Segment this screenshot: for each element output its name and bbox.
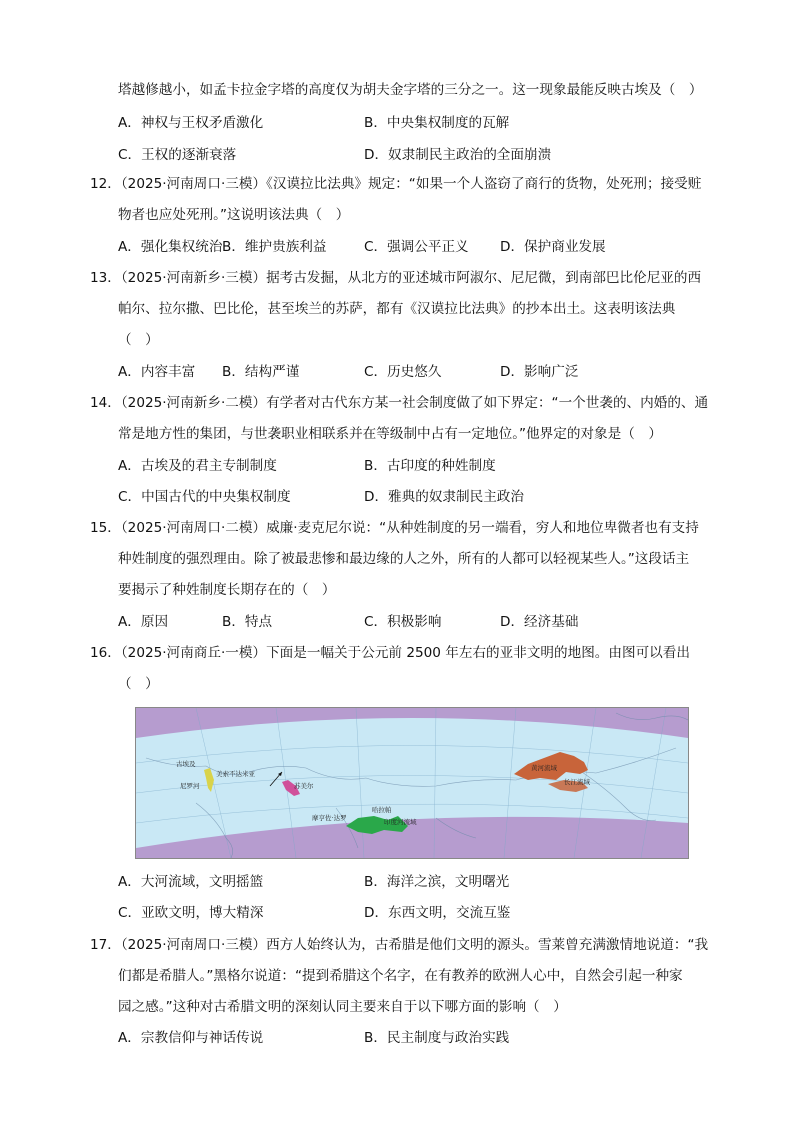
q16-option-a[interactable]: A．大河流域，文明摇篮 — [118, 874, 264, 890]
q15-stem-line3: 要揭示了种姓制度长期存在的（ ） — [118, 582, 336, 598]
q16-option-c[interactable]: C．亚欧文明，博大精深 — [118, 905, 264, 921]
q14-option-d[interactable]: D．雅典的奴隶制民主政治 — [364, 489, 524, 505]
q15-option-a[interactable]: A．原因 — [118, 614, 169, 630]
q11-option-a[interactable]: A．神权与王权矛盾激化 — [118, 115, 264, 131]
q16-option-b[interactable]: B．海洋之滨，文明曙光 — [364, 874, 510, 890]
q14-option-b[interactable]: B．古印度的种姓制度 — [364, 458, 496, 474]
map-label-yellow-river: 黄河流域 — [531, 764, 557, 772]
q15-option-c[interactable]: C．积极影响 — [364, 614, 442, 630]
map-label-egypt-north: 古埃及 — [176, 760, 196, 768]
q13-option-d[interactable]: D．影响广泛 — [500, 364, 579, 380]
map-label-indus: 印度河流域 — [384, 818, 417, 826]
q14-stem-line1: 14．（2025·河南新乡·二模）有学者对古代东方某一社会制度做了如下界定：“一个世袭的、内婚的、通 — [90, 395, 709, 411]
map-label-sumer: 苏美尔 — [294, 782, 314, 790]
q13-option-c[interactable]: C．历史悠久 — [364, 364, 442, 380]
q16-option-d[interactable]: D．东西文明，交流互鉴 — [364, 905, 511, 921]
q15-option-b[interactable]: B．特点 — [222, 614, 273, 630]
q13-option-a[interactable]: A．内容丰富 — [118, 364, 196, 380]
q13-stem-line3: （ ） — [118, 332, 159, 348]
q17-option-b[interactable]: B．民主制度与政治实践 — [364, 1030, 510, 1046]
q11-option-b[interactable]: B．中央集权制度的瓦解 — [364, 115, 510, 131]
q16-stem-line1: 16．（2025·河南商丘·一模）下面是一幅关于公元前 2500 年左右的亚非文明的地图。由图可以看出 — [90, 645, 690, 661]
q13-stem-line2: 帕尔、拉尔撒、巴比伦，甚至埃兰的苏萨，都有《汉谟拉比法典》的抄本出土。这表明该法典 — [118, 301, 676, 317]
q14-option-a[interactable]: A．古埃及的君主专制制度 — [118, 458, 277, 474]
q12-option-b[interactable]: B．维护贵族利益 — [222, 239, 327, 255]
q16-stem-line2: （ ） — [118, 676, 159, 692]
q13-stem-line1: 13．（2025·河南新乡·三模）据考古发掘，从北方的亚述城市阿淑尔、尼尼微，到南部巴比伦尼亚的西 — [90, 270, 702, 286]
map-label-mohenjo: 摩亨佐·达罗 — [312, 814, 347, 822]
q17-stem-line3: 园之感。”这种对古希腊文明的深刻认同主要来自于以下哪方面的影响（ ） — [118, 999, 567, 1015]
q11-text: 塔越修越小，如孟卡拉金字塔的高度仅为胡夫金字塔的三分之一。这一现象最能反映古埃及（ ） — [118, 82, 703, 98]
q11-option-c[interactable]: C．王权的逐渐衰落 — [118, 147, 237, 163]
map-label-nile: 尼罗河 — [180, 782, 200, 790]
q12-stem-line2: 物者也应处死刑。”这说明该法典（ ） — [118, 207, 350, 223]
civilization-map-svg — [136, 708, 688, 858]
q12-option-c[interactable]: C．强调公平正义 — [364, 239, 469, 255]
q13-option-b[interactable]: B．结构严谨 — [222, 364, 300, 380]
q17-option-a[interactable]: A．宗教信仰与神话传说 — [118, 1030, 264, 1046]
q15-stem-line2: 种姓制度的强烈理由。除了被最悲惨和最边缘的人之外，所有的人都可以轻视某些人。”这段话主 — [118, 551, 690, 567]
q15-option-d[interactable]: D．经济基础 — [500, 614, 579, 630]
q17-stem-line2: 们都是希腊人。”黑格尔说道：“提到希腊这个名字，在有教养的欧洲人心中，自然会引起一种家 — [118, 968, 683, 984]
q12-stem-line1: 12．（2025·河南周口·三模）《汉谟拉比法典》规定：“如果一个人盗窃了商行的货物，处死刑；接受赃 — [90, 176, 702, 192]
map-label-yangtze: 长江流域 — [564, 778, 590, 786]
q14-option-c[interactable]: C．中国古代的中央集权制度 — [118, 489, 291, 505]
q15-stem-line1: 15．（2025·河南周口·二模）威廉·麦克尼尔说：“从种姓制度的另一端看，穷人和地位卑微者也有支持 — [90, 520, 699, 536]
q11-option-d[interactable]: D．奴隶制民主政治的全面崩溃 — [364, 147, 552, 163]
q14-stem-line2: 常是地方性的集团，与世袭职业相联系并在等级制中占有一定地位。”他界定的对象是（ ） — [118, 426, 662, 442]
map-label-harappa: 哈拉帕 — [372, 806, 392, 814]
q12-option-a[interactable]: A．强化集权统治 — [118, 239, 223, 255]
civilization-map — [135, 707, 689, 859]
map-label-mesopotamia: 美索不达米亚 — [216, 770, 255, 778]
q17-stem-line1: 17．（2025·河南周口·三模）西方人始终认为，古希腊是他们文明的源头。雪莱曾充满激情地说道：“我 — [90, 937, 709, 953]
q12-option-d[interactable]: D．保护商业发展 — [500, 239, 606, 255]
